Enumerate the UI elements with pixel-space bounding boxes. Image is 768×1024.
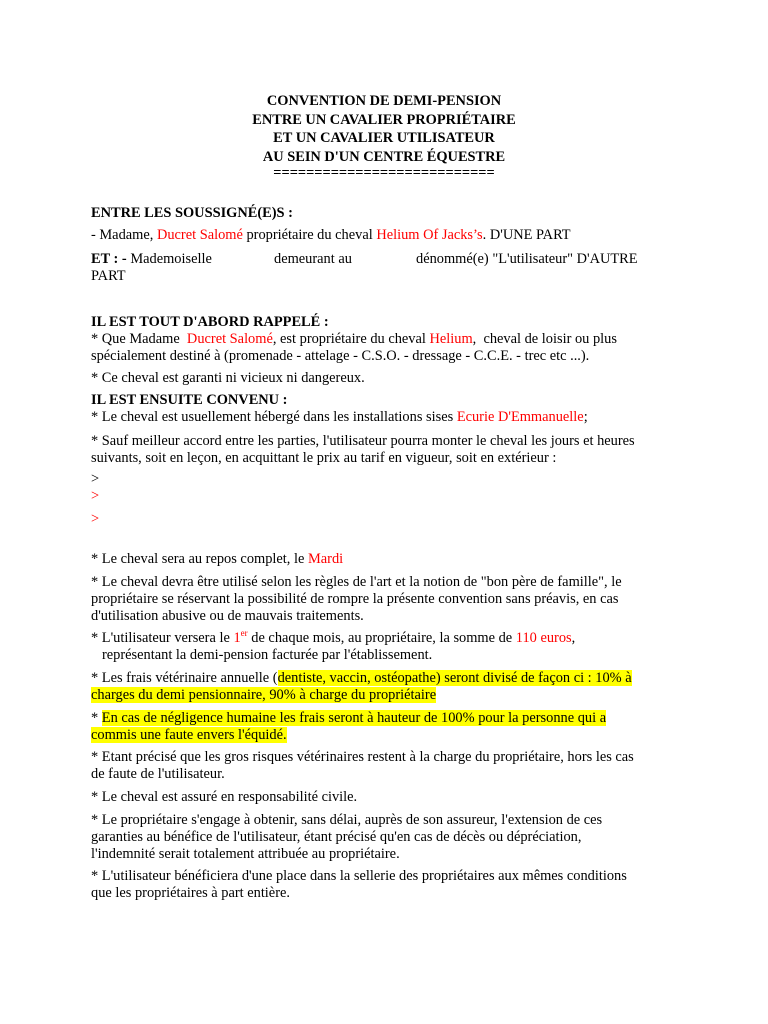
title-line: AU SEIN D'UN CENTRE ÉQUESTRE bbox=[262, 148, 506, 165]
convenu-paragraph-2: * Sauf meilleur accord entre les parties, l'utilisateur pourra monter le cheval les jours et heures suivants, soit en leçon, en acquittant le prix au tarif en vigueur, soit en extérieur : bbox=[91, 433, 635, 466]
convenu-heading: IL EST ENSUITE CONVENU : bbox=[91, 392, 288, 408]
schedule-arrow: > bbox=[91, 471, 100, 487]
rappel-paragraph-1: * Que Madame Ducret Salomé, est propriétaire du cheval Helium, cheval de loisir ou plus spécialement destiné à (promenade - attelage - C.S.O. - dressage - C.C.E. - trec etc ...). bbox=[91, 331, 617, 364]
rest-day: Mardi bbox=[307, 551, 344, 567]
convenu-paragraph-3: * Le cheval sera au repos complet, le Mardi bbox=[91, 551, 344, 567]
rappel-heading: IL EST TOUT D'ABORD RAPPELÉ : bbox=[91, 314, 329, 330]
owner-name: Ducret Salomé bbox=[186, 331, 273, 347]
title-line: CONVENTION DE DEMI-PENSION bbox=[266, 93, 502, 109]
title-separator: =========================== bbox=[273, 165, 495, 181]
highlighted-text: commis une faute envers l'équidé. bbox=[91, 727, 287, 743]
payment-day-suffix: er bbox=[240, 628, 248, 638]
horse-name: Helium Of Jacks’s bbox=[376, 227, 483, 243]
convenu-paragraph-6: * Les frais vétérinaire annuelle (dentiste, vaccin, ostéopathe) seront divisé de façon ci : 10% à charges du demi pensionnaire, 90% à charge du propriétaire bbox=[91, 670, 632, 703]
stable-name: Ecurie D'Emmanuelle bbox=[456, 409, 584, 425]
horse-name: Helium bbox=[429, 331, 473, 347]
document-title bbox=[0, 92, 768, 180]
rappel-paragraph-2: * Ce cheval est garanti ni vicieux ni dangereux. bbox=[91, 370, 365, 386]
highlighted-text: dentiste, vaccin, ostéopathe) seront divisé de façon ci : 10% à bbox=[277, 670, 632, 686]
owner-name: Ducret Salomé bbox=[156, 227, 243, 243]
highlighted-text: En cas de négligence humaine les frais seront à hauteur de 100% pour la personne qui a bbox=[101, 710, 607, 726]
schedule-arrow: > bbox=[91, 511, 100, 527]
owner-line: - Madame, Ducret Salomé propriétaire du cheval Helium Of Jacks’s. D'UNE PART bbox=[91, 227, 571, 243]
title-line: ENTRE UN CAVALIER PROPRIÉTAIRE bbox=[252, 111, 516, 128]
parties-heading: ENTRE LES SOUSSIGNÉ(E)S : bbox=[91, 205, 293, 221]
highlighted-text: charges du demi pensionnaire, 90% à charge du propriétaire bbox=[91, 687, 437, 703]
convenu-paragraph-9: * Le cheval est assuré en responsabilité civile. bbox=[91, 789, 358, 805]
convenu-paragraph-5: * L'utilisateur versera le 1er de chaque mois, au propriétaire, la somme de 110 euros, représentant la demi-pension facturée par l'établissement. bbox=[91, 628, 576, 663]
convenu-paragraph-11: * L'utilisateur bénéficiera d'une place dans la sellerie des propriétaires aux mêmes conditions que les propriétaires à part entière. bbox=[91, 868, 627, 901]
payment-amount: 110 euros bbox=[515, 630, 572, 646]
payment-day: 1 bbox=[233, 630, 241, 646]
title-line: ET UN CAVALIER UTILISATEUR bbox=[273, 130, 495, 146]
schedule-arrow: > bbox=[91, 488, 100, 504]
convenu-paragraph-4: * Le cheval devra être utilisé selon les règles de l'art et la notion de "bon père de famille", le propriétaire se réservant la possibilité de rompre la présente convention sans préavis, en cas d'utilisation abusive ou de mauvais traitements. bbox=[91, 574, 622, 624]
convenu-paragraph-8: * Etant précisé que les gros risques vétérinaires restent à la charge du propriétaire, hors les cas de faute de l'utilisateur. bbox=[91, 749, 634, 782]
convenu-paragraph-7: * En cas de négligence humaine les frais seront à hauteur de 100% pour la personne qui a commis une faute envers l'équidé. bbox=[91, 710, 607, 743]
document-page: CONVENTION DE DEMI-PENSION ENTRE UN CAVALIER PROPRIÉTAIRE ET UN CAVALIER UTILISATEUR AU SEIN D'UN CENTRE ÉQUESTRE =========================== ENTRE LES SOUSSIGNÉ(E)S : - Madame, Ducret Salomé propriétaire du cheval Helium Of Jacks’s. D'UNE PART ET : - Mademoiselle demeurant au dénommé(e) "L'utilisateur" D'AUTRE PART IL EST TOUT D'ABORD RAPPELÉ : * Que Madame Ducret Salomé, est propriétaire du cheval Helium, cheval de loisir ou plus spécialement destiné à (promenade - attelage - C.S.O. - dressage - C.C.E. - trec etc ...). * Ce cheval est garanti ni vicieux ni dangereux. IL EST ENSUITE CONVENU : * Le cheval est usuellement hébergé dans les installations sises Ecurie D'Emmanuelle; * Sauf meilleur accord entre les parties, l'utilisateur pourra monter le cheval les jours et heures suivants, soit en leçon, en acquittant le prix au tarif en vigueur, soit en extérieur : > > > * Le cheval sera au repos complet, le Mardi * Le cheval devra être utilisé selon les règles de l'art et la notion de "bon père de famille", le propriétaire se réservant la possibilité de rompre la présente convention sans préavis, en cas d'utilisation abusive ou de mauvais traitements. * L'utilisateur versera le 1er de chaque mois, au propriétaire, la somme de 110 euros, représentant la demi-pension facturée par l'établissement. * Les frais vétérinaire annuelle (dentiste, vaccin, ostéopathe) seront divisé de façon ci : 10% à charges du demi pensionnaire, 90% à charge du propriétaire * En cas de négligence humaine les frais seront à hauteur de 100% pour la personne qui a commis une faute envers l'équidé. * Etant précisé que les gros risques vétérinaires restent à la charge du propriétaire, hors les cas de faute de l'utilisateur. * Le cheval est assuré en responsabilité civile. * Le propriétaire s'engage à obtenir, sans délai, auprès de son assureur, l'extension de ces garanties au bénéfice de l'utilisateur, étant précisé qu'en cas de décès ou dépréciation, l'indemnité serait totalement attribuée au propriétaire. * L'utilisateur bénéficiera d'une place dans la sellerie des propriétaires aux mêmes conditions que les propriétaires à part entière. bbox=[0, 0, 768, 1024]
convenu-paragraph-1: * Le cheval est usuellement hébergé dans les installations sises Ecurie D'Emmanuelle; bbox=[91, 409, 588, 425]
convenu-paragraph-10: * Le propriétaire s'engage à obtenir, sans délai, auprès de son assureur, l'extension de ces garanties au bénéfice de l'utilisateur, étant précisé qu'en cas de décès ou dépréciation, l'indemnité serait totalement attribuée au propriétaire. bbox=[91, 812, 603, 862]
